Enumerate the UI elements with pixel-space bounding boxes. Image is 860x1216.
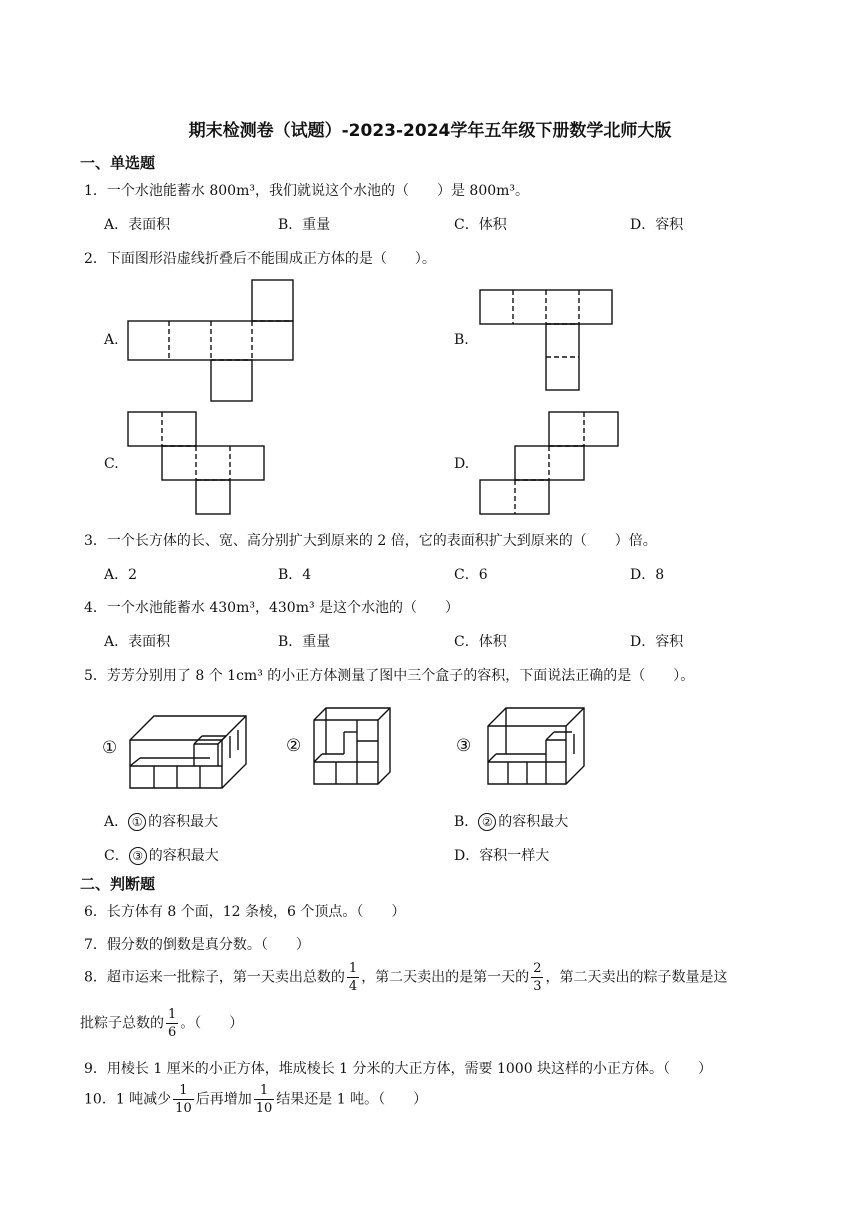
question-8-line-2: [80, 1008, 243, 1039]
q3-option-b[interactable]: B．4: [278, 567, 312, 583]
q5-option-c[interactable]: [104, 845, 219, 865]
q5-option-c-letter: C．: [104, 848, 129, 864]
question-9: 9．用棱长 1 厘米的小正方体，堆成棱长 1 分米的大正方体，需要 1000 块这样的小正方体。（ ）: [84, 1061, 713, 1077]
fraction-one-tenth-a: $\frac{1}{10}$: [175, 1083, 192, 1116]
fraction-one-quarter: $\frac{1}{4}$: [348, 961, 358, 994]
q10-text-1: 10．1 吨减少: [84, 1091, 172, 1108]
q5-option-a[interactable]: [104, 811, 218, 831]
fraction-two-thirds: $\frac{2}{3}$: [533, 961, 542, 994]
q2-option-b[interactable]: B.: [454, 332, 469, 348]
question-5: 5．芳芳分别用了 8 个 1cm³ 的小正方体测量了图中三个盒子的容积，下面说法正确的是（ ）。: [84, 668, 695, 684]
q5-option-b-letter: B．: [454, 814, 479, 830]
q1-option-d[interactable]: D．容积: [630, 217, 684, 233]
question-10: [84, 1084, 427, 1115]
question-7: 7．假分数的倒数是真分数。（ ）: [84, 937, 310, 953]
q1-option-b[interactable]: B．重量: [278, 217, 331, 233]
question-1: 1．一个水池能蓄水 800m³，我们就说这个水池的（ ）是 800m³。: [84, 183, 530, 199]
question-2: 2．下面图形沿虚线折叠后不能围成正方体的是（ ）。: [84, 251, 436, 267]
net-figure-d: [480, 412, 622, 518]
q4-option-c[interactable]: C．体积: [454, 634, 507, 650]
q5-option-d-text: 容积一样大: [479, 848, 550, 864]
net-figure-b: [480, 290, 616, 394]
q4-option-a[interactable]: A．表面积: [104, 634, 171, 650]
q2-option-a[interactable]: A.: [104, 332, 119, 348]
q5-option-a-letter: A．: [104, 814, 129, 830]
q2-option-d[interactable]: D.: [454, 456, 470, 472]
q3-option-c[interactable]: C．6: [454, 567, 488, 583]
q5-option-d[interactable]: [454, 845, 549, 865]
q8-text-1: 8．超市运来一批粽子，第一天卖出总数的: [84, 969, 345, 986]
q5-option-c-text: 的容积最大: [148, 848, 219, 864]
box-label-3: ③: [456, 736, 472, 756]
q5-option-a-text: 的容积最大: [148, 814, 219, 830]
fraction-one-tenth-b: $\frac{1}{10}$: [255, 1083, 273, 1116]
q8-text-3: ，第二天卖出的粽子数量是这: [545, 969, 728, 986]
question-6: 6．长方体有 8 个面，12 条棱，6 个顶点。（ ）: [84, 904, 406, 920]
q8-text-2: ，第二天卖出的是第一天的: [361, 969, 530, 986]
net-figure-a: [128, 280, 298, 404]
box-label-1: ①: [102, 738, 118, 758]
q1-option-a[interactable]: A．表面积: [104, 217, 171, 233]
q5-option-b-text: 的容积最大: [498, 814, 569, 830]
q8-text-5: 。（ ）: [180, 1015, 244, 1032]
section-heading-single-choice: 一、单选题: [80, 154, 156, 172]
circled-number-2: ②: [478, 813, 496, 831]
q2-option-c[interactable]: C.: [104, 456, 119, 472]
question-4: 4．一个水池能蓄水 430m³，430m³ 是这个水池的（ ）: [84, 600, 460, 616]
box-label-2: ②: [286, 736, 302, 756]
net-figure-c: [128, 412, 268, 518]
q4-option-b[interactable]: B．重量: [278, 634, 331, 650]
box-figure-1: [130, 712, 248, 792]
q3-option-a[interactable]: A．2: [104, 567, 138, 583]
q10-text-2: 后再增加: [195, 1091, 252, 1108]
circled-number-1: ①: [128, 813, 146, 831]
section-heading-true-false: 二、判断题: [80, 875, 156, 893]
page-title: 期末检测卷（试题）-2023-2024学年五年级下册数学北师大版: [188, 121, 672, 141]
q4-option-d[interactable]: D．容积: [630, 634, 684, 650]
q1-option-c[interactable]: C．体积: [454, 217, 507, 233]
fraction-one-sixth: $\frac{1}{6}$: [168, 1007, 177, 1040]
q8-text-4: 批粽子总数的: [80, 1015, 164, 1032]
q5-option-b[interactable]: [454, 811, 568, 831]
box-figure-2: [314, 704, 394, 788]
q5-option-d-letter: D．: [454, 848, 480, 864]
question-3: 3．一个长方体的长、宽、高分别扩大到原来的 2 倍，它的表面积扩大到原来的（ ）倍。: [84, 533, 657, 549]
box-figure-3: [488, 706, 588, 788]
question-8-line-1: [84, 962, 727, 993]
q3-option-d[interactable]: D．8: [630, 567, 665, 583]
q10-text-3: 结果还是 1 吨。（ ）: [276, 1091, 428, 1108]
circled-number-3: ③: [129, 847, 147, 865]
